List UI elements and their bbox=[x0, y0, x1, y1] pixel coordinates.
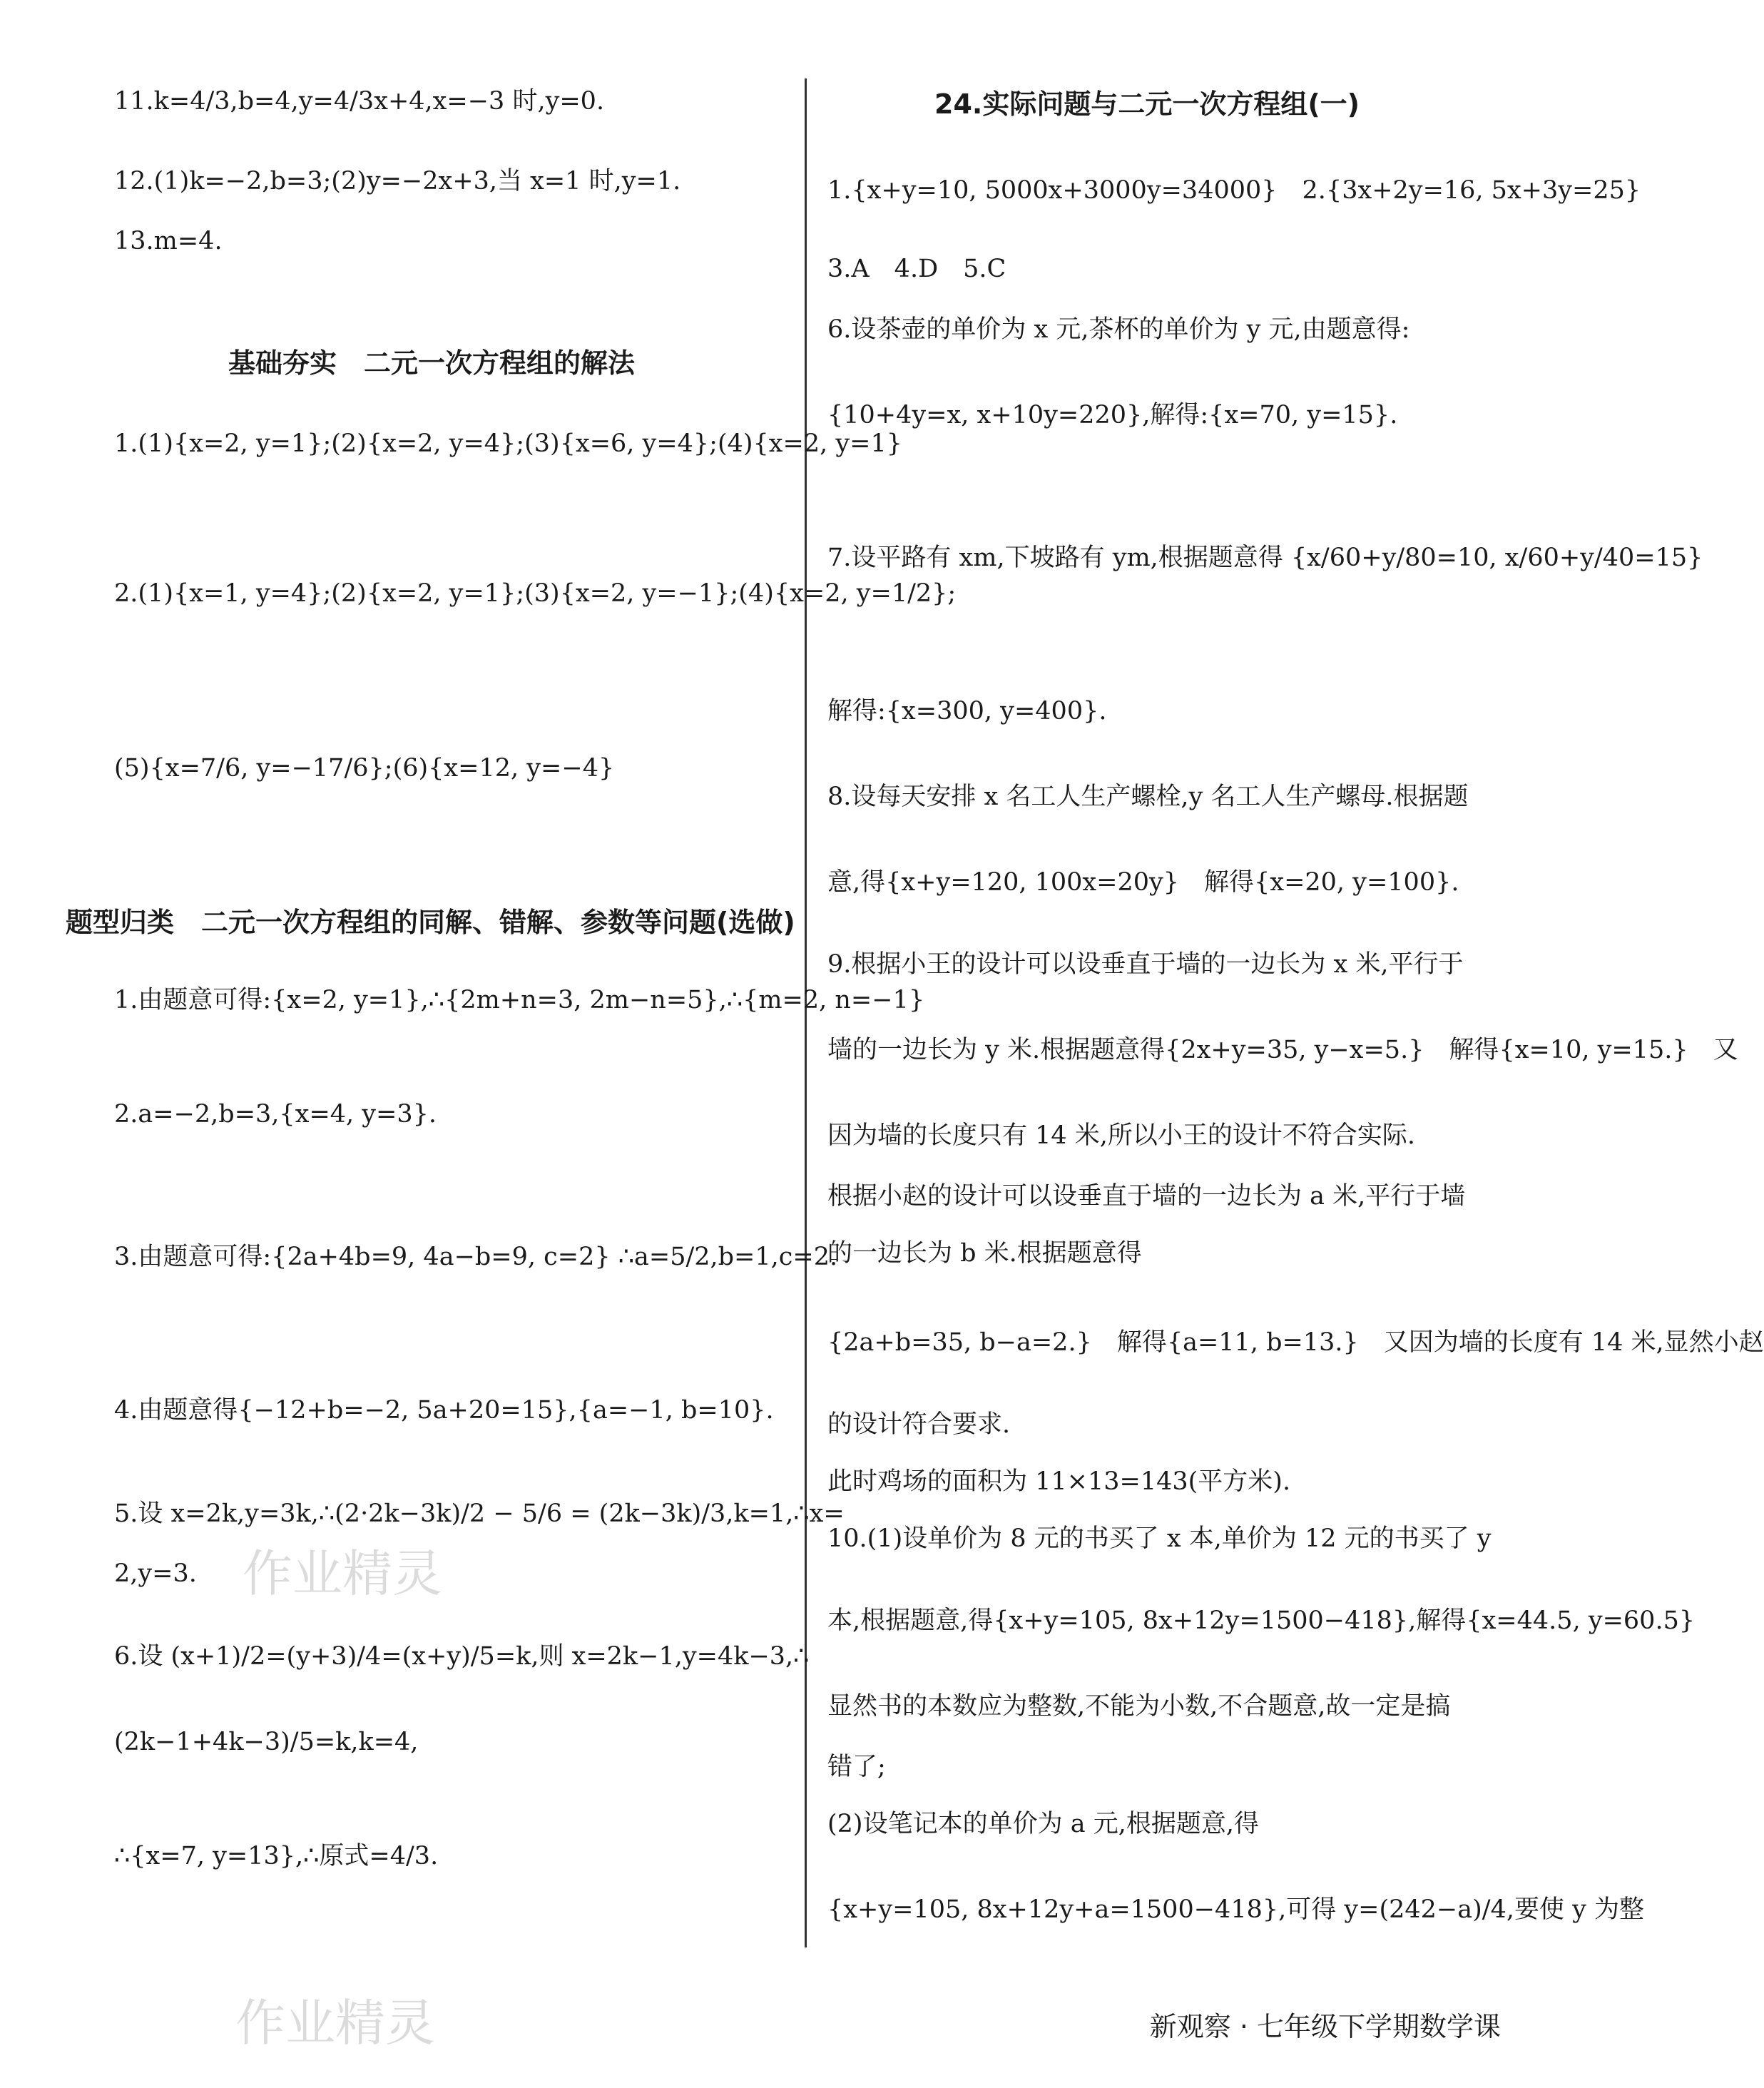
app-answer-10a: 10.(1)设单价为 8 元的书买了 x 本,单价为 12 元的书买了 y bbox=[827, 1524, 1492, 1553]
type-answer-5a: 5.设 x=2k,y=3k,∴(2·2k−3k)/2 − 5/6 = (2k−3k)/3,k=1,∴x= bbox=[114, 1499, 845, 1528]
basic-answer-2: 2.(1){x=1, y=4};(2){x=2, y=1};(3){x=2, y=−1};(4){x=2, y=1/2}; bbox=[114, 579, 957, 608]
app-answer-1-2: 1.{x+y=10, 5000x+3000y=34000} 2.{3x+2y=16, 5x+3y=25} bbox=[827, 176, 1641, 205]
app-answer-7a: 7.设平路有 xm,下坡路有 ym,根据题意得 {x/60+y/80=10, x/60+y/40=15} bbox=[827, 544, 1703, 572]
type-answer-1: 1.由题意可得:{x=2, y=1},∴{2m+n=3, 2m−n=5},∴{m=2, n=−1} bbox=[114, 986, 925, 1014]
app-answer-6b: {10+4y=x, x+10y=220},解得:{x=70, y=15}. bbox=[827, 401, 1398, 429]
basic-answer-5: (5){x=7/6, y=−17/6};(6){x=12, y=−4} bbox=[114, 754, 615, 783]
app-answer-10c: 显然书的本数应为整数,不能为小数,不合题意,故一定是搞 bbox=[827, 1692, 1451, 1721]
app-answer-10b: 本,根据题意,得{x+y=105, 8x+12y=1500−418},解得{x=44.5, y=60.5} bbox=[827, 1606, 1696, 1635]
watermark-logo-bottom: 作业精灵 bbox=[235, 1994, 435, 2052]
section-heading-methods: 基础夯实 二元一次方程组的解法 bbox=[228, 347, 636, 379]
basic-answer-1: 1.(1){x=2, y=1};(2){x=2, y=4};(3){x=6, y=4};(4){x=2, y=1} bbox=[114, 429, 903, 458]
type-answer-6b: (2k−1+4k−3)/5=k,k=4, bbox=[114, 1728, 419, 1756]
app-answer-8b: 意,得{x+y=120, 100x=20y} 解得{x=20, y=100}. bbox=[827, 868, 1459, 897]
page-footer: 新观察 · 七年级下学期数学课 bbox=[1149, 2011, 1501, 2042]
app-answer-9h: 此时鸡场的面积为 11×13=143(平方米). bbox=[827, 1467, 1291, 1496]
app-answer-10f: {x+y=105, 8x+12y+a=1500−418},可得 y=(242−a)/4,要使 y 为整 bbox=[827, 1895, 1644, 1924]
section-heading-types: 题型归类 二元一次方程组的同解、错解、参数等问题(选做) bbox=[66, 907, 795, 938]
type-answer-5b: 2,y=3. bbox=[114, 1559, 197, 1588]
answer-13: 13.m=4. bbox=[114, 227, 223, 255]
section-heading-applications: 24.实际问题与二元一次方程组(一) bbox=[934, 88, 1360, 120]
app-answer-9a: 9.根据小王的设计可以设垂直于墙的一边长为 x 米,平行于 bbox=[827, 950, 1464, 979]
app-answer-9e: 的一边长为 b 米.根据题意得 bbox=[827, 1239, 1142, 1268]
type-answer-2: 2.a=−2,b=3,{x=4, y=3}. bbox=[114, 1100, 437, 1129]
answer-12: 12.(1)k=−2,b=3;(2)y=−2x+3,当 x=1 时,y=1. bbox=[114, 167, 681, 195]
app-answer-9f: {2a+b=35, b−a=2.} 解得{a=11, b=13.} 又因为墙的长度有 14 米,显然小赵 bbox=[827, 1328, 1764, 1357]
app-answer-6a: 6.设茶壶的单价为 x 元,茶杯的单价为 y 元,由题意得: bbox=[827, 315, 1410, 344]
app-answer-9c: 因为墙的长度只有 14 米,所以小王的设计不符合实际. bbox=[827, 1121, 1416, 1150]
app-answer-8a: 8.设每天安排 x 名工人生产螺栓,y 名工人生产螺母.根据题 bbox=[827, 783, 1469, 811]
app-answer-9g: 的设计符合要求. bbox=[827, 1410, 1011, 1439]
app-answer-3-5: 3.A 4.D 5.C bbox=[827, 255, 1006, 283]
app-answer-10d: 错了; bbox=[827, 1753, 886, 1781]
type-answer-3: 3.由题意可得:{2a+4b=9, 4a−b=9, c=2} ∴a=5/2,b=1,c=2. bbox=[114, 1243, 838, 1271]
app-answer-9d: 根据小赵的设计可以设垂直于墙的一边长为 a 米,平行于墙 bbox=[827, 1182, 1466, 1211]
watermark-logo: 作业精灵 bbox=[243, 1544, 442, 1603]
type-answer-6c: ∴{x=7, y=13},∴原式=4/3. bbox=[114, 1842, 439, 1870]
app-answer-9b: 墙的一边长为 y 米.根据题意得{2x+y=35, y−x=5.} 解得{x=10, y=15.} 又 bbox=[827, 1036, 1738, 1064]
app-answer-10e: (2)设笔记本的单价为 a 元,根据题意,得 bbox=[827, 1810, 1259, 1838]
type-answer-4: 4.由题意得{−12+b=−2, 5a+20=15},{a=−1, b=10}. bbox=[114, 1396, 774, 1425]
answer-11: 11.k=4/3,b=4,y=4/3x+4,x=−3 时,y=0. bbox=[114, 87, 605, 116]
type-answer-6a: 6.设 (x+1)/2=(y+3)/4=(x+y)/5=k,则 x=2k−1,y=4k−3,∴ bbox=[114, 1642, 810, 1671]
app-answer-7b: 解得:{x=300, y=400}. bbox=[827, 697, 1107, 725]
